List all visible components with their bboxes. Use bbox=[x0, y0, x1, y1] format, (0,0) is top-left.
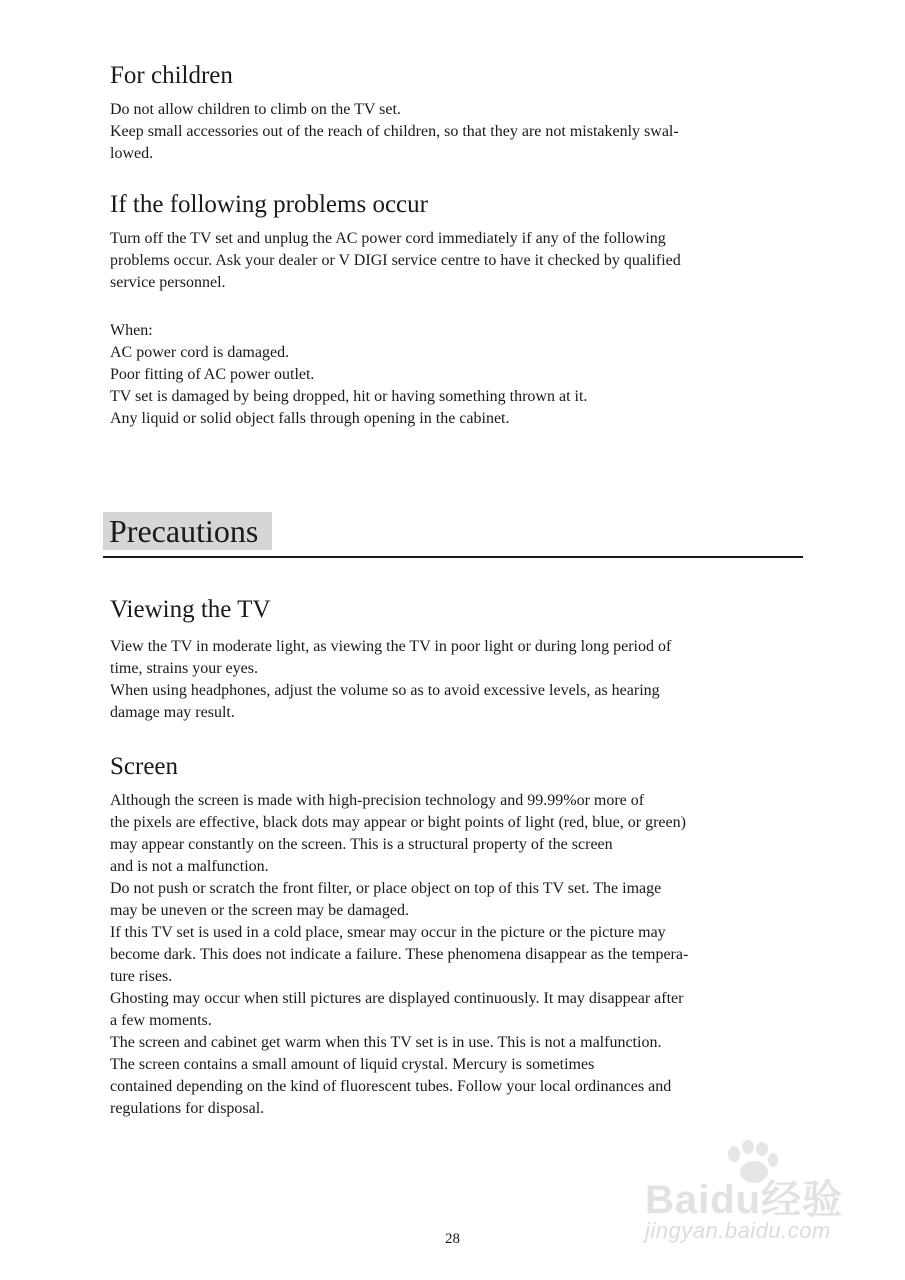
paragraph-line: lowed. bbox=[110, 145, 154, 162]
page-number: 28 bbox=[445, 1231, 460, 1247]
section-title-box bbox=[103, 512, 272, 550]
when-label: When: bbox=[110, 322, 153, 339]
paragraph-line: the pixels are effective, black dots may appear or bight points of light (red, blue, or green) bbox=[110, 814, 686, 831]
paragraph-line: damage may result. bbox=[110, 704, 235, 721]
list-item: TV set is damaged by being dropped, hit or having something thrown at it. bbox=[110, 388, 588, 405]
heading-problems: If the following problems occur bbox=[110, 191, 428, 218]
paragraph-line: ture rises. bbox=[110, 968, 173, 985]
paragraph-line: a few moments. bbox=[110, 1012, 212, 1029]
paragraph-line: Although the screen is made with high-precision technology and 99.99%or more of bbox=[110, 792, 645, 809]
paragraph-line: problems occur. Ask your dealer or V DIGI service centre to have it checked by qualified bbox=[110, 252, 681, 269]
paragraph-line: time, strains your eyes. bbox=[110, 660, 258, 677]
paragraph-line: become dark. This does not indicate a failure. These phenomena disappear as the tempera- bbox=[110, 946, 689, 963]
section-title-precautions: Precautions bbox=[109, 513, 259, 549]
heading-screen: Screen bbox=[110, 753, 179, 780]
watermark-url: jingyan.baidu.com bbox=[645, 1218, 831, 1243]
list-item: Any liquid or solid object falls through opening in the cabinet. bbox=[110, 410, 510, 427]
paragraph-line: and is not a malfunction. bbox=[110, 858, 269, 875]
paragraph-line: contained depending on the kind of fluorescent tubes. Follow your local ordinances and bbox=[110, 1078, 672, 1095]
heading-viewing-the-tv: Viewing the TV bbox=[110, 596, 271, 623]
list-item: Poor fitting of AC power outlet. bbox=[110, 366, 315, 383]
paragraph-line: The screen contains a small amount of liquid crystal. Mercury is sometimes bbox=[110, 1056, 595, 1073]
paragraph-line: If this TV set is used in a cold place, smear may occur in the picture or the picture may bbox=[110, 924, 666, 941]
paragraph-line: Turn off the TV set and unplug the AC power cord immediately if any of the following bbox=[110, 230, 666, 247]
paragraph-line: Do not allow children to climb on the TV set. bbox=[110, 101, 401, 118]
paragraph-line: may be uneven or the screen may be damaged. bbox=[110, 902, 409, 919]
paragraph-line: Ghosting may occur when still pictures are displayed continuously. It may disappear after bbox=[110, 990, 684, 1007]
paragraph-line: Do not push or scratch the front filter, or place object on top of this TV set. The image bbox=[110, 880, 662, 897]
paragraph-line: regulations for disposal. bbox=[110, 1100, 265, 1117]
paragraph-line: View the TV in moderate light, as viewing the TV in poor light or during long period of bbox=[110, 638, 672, 655]
paragraph-line: The screen and cabinet get warm when this TV set is in use. This is not a malfunction. bbox=[110, 1034, 662, 1051]
section-divider bbox=[103, 556, 803, 558]
paragraph-line: When using headphones, adjust the volume so as to avoid excessive levels, as hearing bbox=[110, 682, 660, 699]
paragraph-line: Keep small accessories out of the reach of children, so that they are not mistakenly swal- bbox=[110, 123, 679, 140]
watermark-logo: Baidu经验 bbox=[645, 1178, 844, 1222]
paragraph-line: may appear constantly on the screen. This is a structural property of the screen bbox=[110, 836, 613, 853]
paragraph-line: service personnel. bbox=[110, 274, 226, 291]
heading-for-children: For children bbox=[110, 62, 233, 89]
list-item: AC power cord is damaged. bbox=[110, 344, 290, 361]
